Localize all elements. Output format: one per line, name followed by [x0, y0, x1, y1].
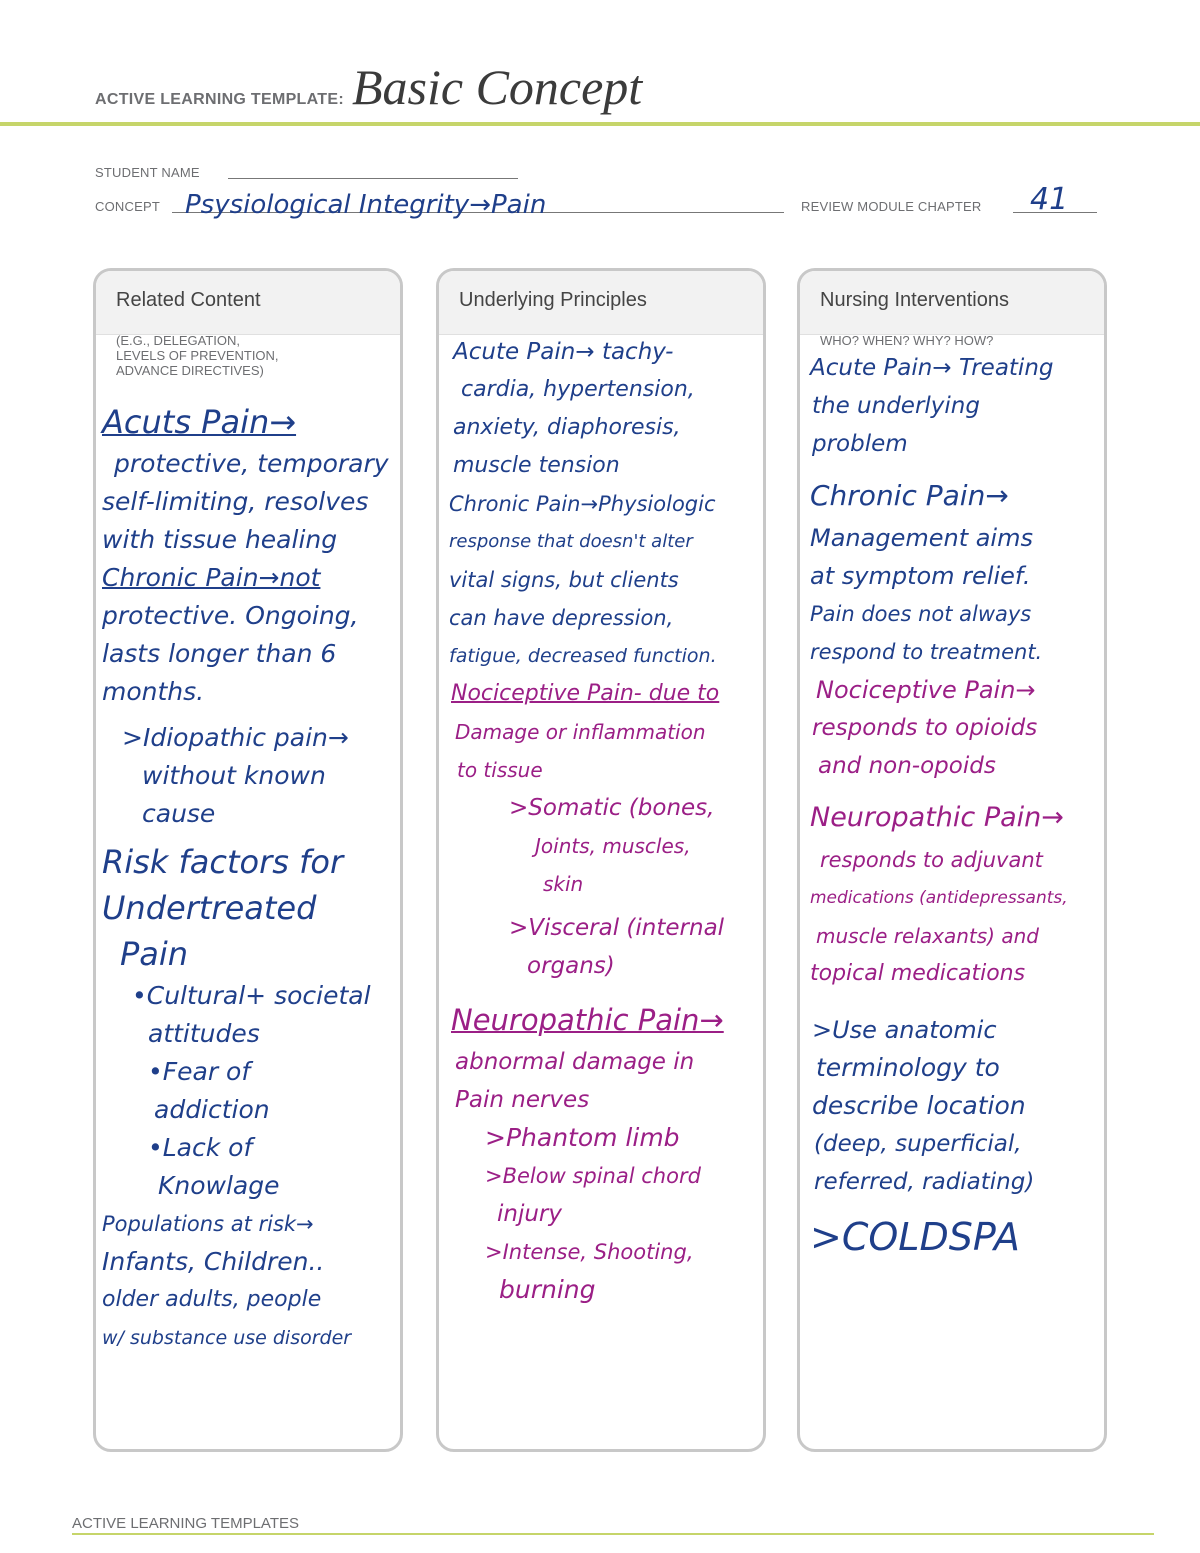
note-line: burning: [499, 1275, 596, 1304]
underlying-principles-panel: [436, 268, 766, 1452]
note-line: •Fear of: [148, 1057, 251, 1086]
template-label: ACTIVE LEARNING TEMPLATE:: [95, 91, 344, 108]
footer-divider: [72, 1533, 1154, 1535]
note-line: referred, radiating): [814, 1169, 1035, 1195]
note-line: muscle tension: [453, 453, 620, 478]
note-line: protective. Ongoing,: [102, 601, 359, 630]
note-line: medications (antidepressants,: [810, 888, 1068, 908]
note-line: Chronic Pain→: [810, 479, 1009, 512]
note-line: Acute Pain→ tachy-: [453, 339, 674, 365]
note-line: Pain does not always: [810, 602, 1032, 626]
note-line: older adults, people: [102, 1287, 322, 1312]
note-line: vital signs, but clients: [449, 568, 679, 592]
note-line: without known: [142, 761, 326, 790]
note-line: responds to adjuvant: [820, 848, 1043, 872]
note-line: >COLDSPA: [810, 1215, 1020, 1259]
related-content-title: Related Content: [96, 271, 400, 335]
note-line: to tissue: [457, 758, 543, 782]
note-line: responds to opioids: [812, 715, 1038, 741]
chapter-value: 41: [1030, 182, 1069, 217]
note-line: Joints, muscles,: [535, 834, 691, 858]
note-line: >Idiopathic pain→: [122, 723, 349, 752]
note-line: addiction: [154, 1095, 270, 1124]
note-line: anxiety, diaphoresis,: [453, 415, 681, 440]
note-line: cause: [142, 799, 216, 828]
note-line: •Lack of: [148, 1133, 253, 1162]
note-line: fatigue, decreased function.: [449, 645, 717, 667]
note-line: >Somatic (bones,: [509, 795, 715, 821]
note-line: Infants, Children..: [102, 1247, 325, 1276]
note-line: self-limiting, resolves: [102, 487, 369, 516]
note-line: protective, temporary: [114, 449, 389, 478]
note-line: Nociceptive Pain- due to: [451, 681, 720, 706]
note-line: >Intense, Shooting,: [485, 1240, 694, 1264]
concept-label: CONCEPT: [95, 199, 160, 214]
note-line: Chronic Pain→not: [102, 563, 321, 592]
related-content-panel: [93, 268, 403, 1452]
note-line: Management aims: [810, 524, 1033, 552]
chapter-label: REVIEW MODULE CHAPTER: [801, 199, 982, 214]
related-content-subtitle: (E.G., DELEGATION, LEVELS OF PREVENTION, ADVANCE DIRECTIVES): [116, 333, 279, 378]
note-line: Nociceptive Pain→: [816, 676, 1036, 704]
note-line: Neuropathic Pain→: [810, 802, 1064, 833]
note-line: Chronic Pain→Physiologic: [449, 492, 716, 516]
concept-value: Psysiological Integrity→Pain: [185, 190, 547, 220]
note-line: topical medications: [810, 961, 1026, 986]
note-line: and non-opoids: [818, 753, 996, 779]
related-content-notes: [102, 399, 396, 1357]
note-line: at symptom relief.: [810, 562, 1031, 590]
note-line: response that doesn't alter: [449, 531, 693, 552]
note-line: cardia, hypertension,: [461, 377, 695, 402]
note-line: skin: [543, 872, 584, 896]
nursing-interventions-panel: [797, 268, 1107, 1452]
note-line: months.: [102, 677, 205, 706]
note-line: problem: [812, 431, 908, 457]
note-line: >Phantom limb: [485, 1123, 680, 1152]
note-line: •Cultural+ societal: [132, 981, 371, 1010]
note-line: Neuropathic Pain→: [451, 1003, 724, 1037]
underlying-principles-notes: [445, 333, 759, 1309]
note-line: Knowlage: [158, 1171, 280, 1200]
note-line: respond to treatment.: [810, 640, 1043, 664]
note-line: Pain nerves: [455, 1087, 590, 1113]
note-line: muscle relaxants) and: [816, 924, 1039, 948]
nursing-interventions-subtitle: WHO? WHEN? WHY? HOW?: [820, 333, 994, 348]
note-line: abnormal damage in: [455, 1049, 695, 1075]
nursing-interventions-notes: [806, 349, 1100, 1265]
note-line: Acuts Pain→: [102, 403, 297, 441]
note-line: attitudes: [148, 1019, 260, 1048]
note-line: >Visceral (internal: [509, 915, 725, 941]
note-line: >Use anatomic: [812, 1016, 997, 1044]
note-line: Damage or inflammation: [455, 720, 706, 744]
note-line: Populations at risk→: [102, 1212, 314, 1236]
note-line: w/ substance use disorder: [102, 1327, 352, 1349]
underlying-principles-title: Underlying Principles: [439, 271, 763, 335]
note-line: describe location: [812, 1091, 1026, 1120]
template-header: [95, 58, 642, 116]
note-line: Undertreated: [102, 889, 317, 927]
template-title: Basic Concept: [351, 59, 643, 115]
note-line: Acute Pain→ Treating: [810, 355, 1054, 381]
note-line: Pain: [120, 935, 189, 973]
footer-label: ACTIVE LEARNING TEMPLATES: [72, 1515, 299, 1532]
note-line: >Below spinal chord: [485, 1164, 701, 1188]
note-line: Risk factors for: [102, 843, 344, 881]
note-line: the underlying: [812, 393, 980, 419]
student-name-label: STUDENT NAME: [95, 165, 200, 180]
note-line: with tissue healing: [102, 525, 338, 554]
note-line: (deep, superficial,: [814, 1131, 1022, 1157]
note-line: injury: [497, 1201, 563, 1227]
nursing-interventions-title: Nursing Interventions: [800, 271, 1104, 335]
note-line: can have depression,: [449, 606, 674, 630]
note-line: terminology to: [816, 1053, 1000, 1082]
header-divider: [0, 122, 1200, 126]
note-line: organs): [527, 953, 615, 979]
student-name-line: [228, 178, 518, 179]
note-line: lasts longer than 6: [102, 639, 337, 668]
